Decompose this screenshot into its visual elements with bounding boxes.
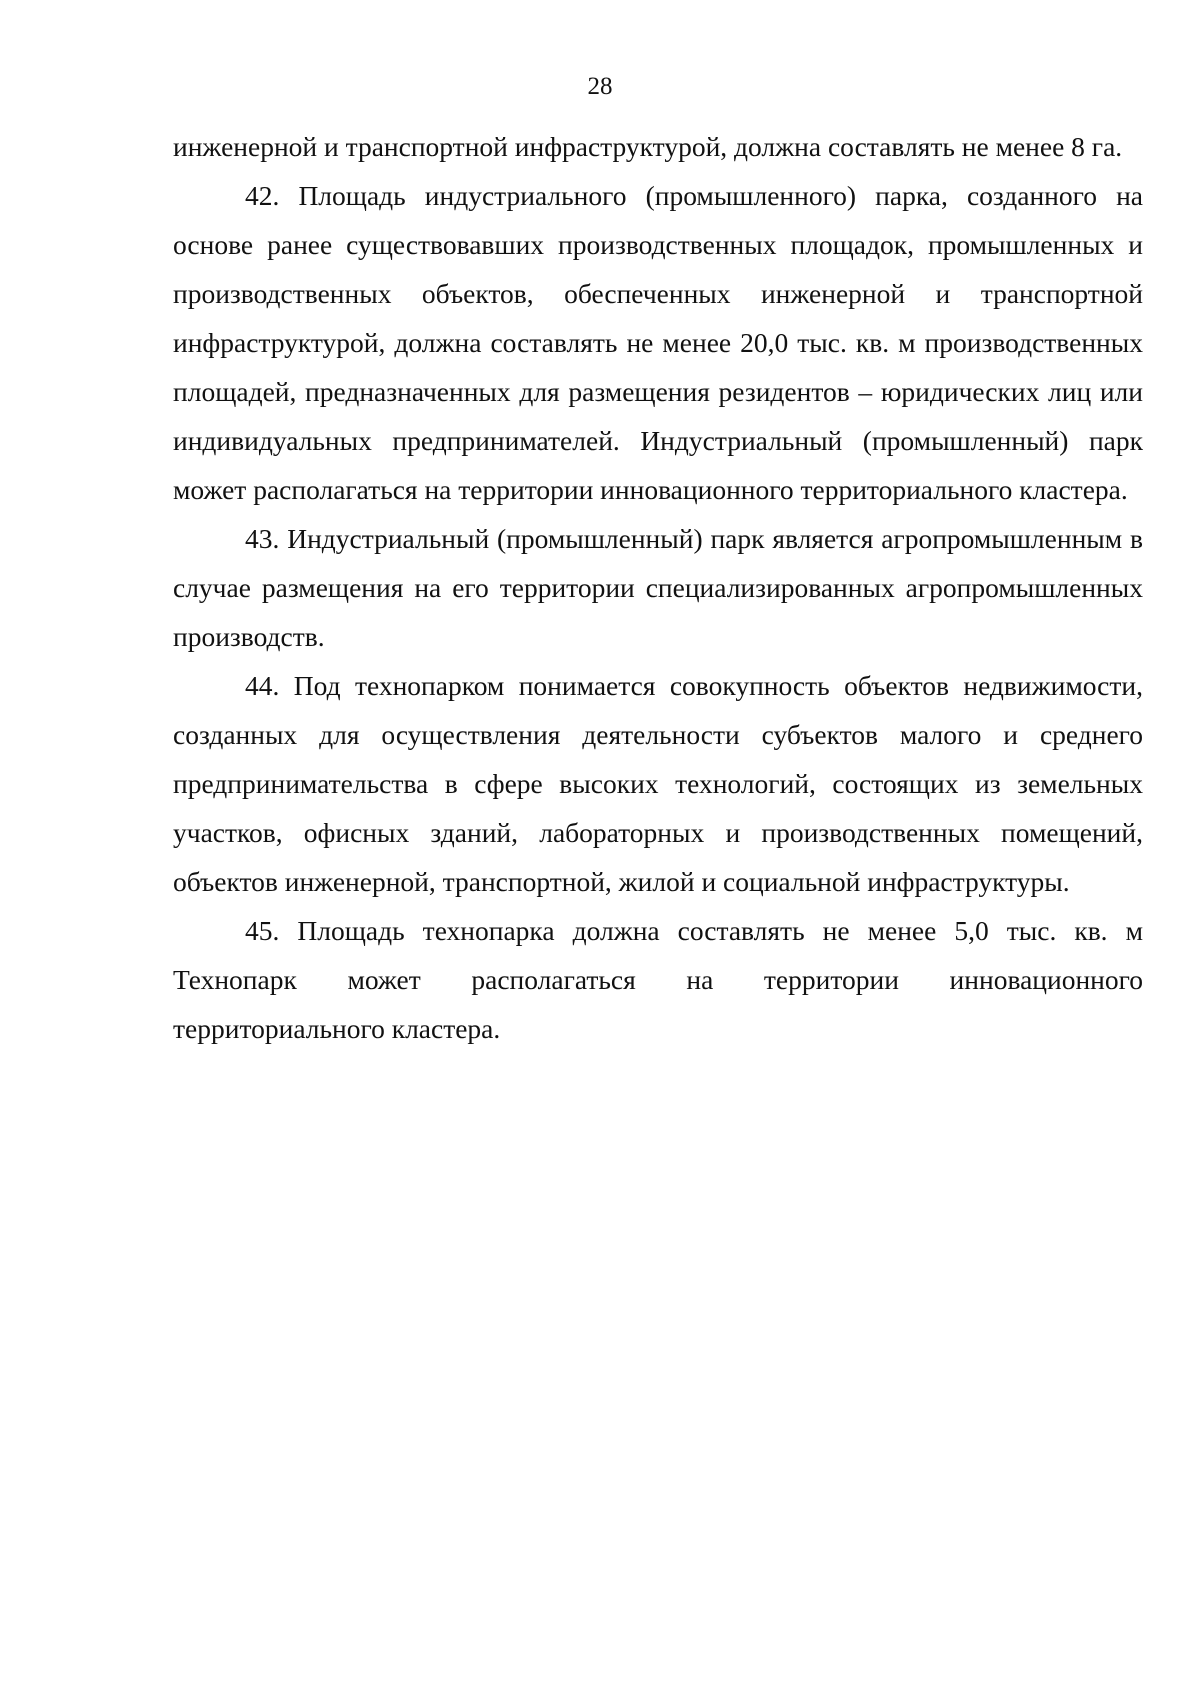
paragraph-continuation: инженерной и транспортной инфраструктурой, должна составлять не менее 8 га. [173,131,1123,162]
paragraph-item-42: 42. Площадь индустриального (промышленного) парка, созданного на основе ранее существовавших производственных площадок, промышленных и производственных объектов, обеспеченных инженерной и транспортной инфраструктурой, должна составлять не менее 20,0 тыс. кв. м производственных площадей, предназначенных для размещения резидентов – юридических лиц или индивидуальных предпринимателей. Индустриальный (промышленный) парк может располагаться на территории инновационного территориального кластера. [173,180,1143,505]
paragraph-item-45: 45. Площадь технопарка должна составлять не менее 5,0 тыс. кв. м Технопарк может располагаться на территории инновационного территориального кластера. [173,915,1143,1044]
document-body [173,122,1143,1053]
page-number: 28 [587,73,613,100]
paragraph-item-44: 44. Под технопарком понимается совокупность объектов недвижимости, созданных для осуществления деятельности субъектов малого и среднего предпринимательства в сфере высоких технологий, состоящих из земельных участков, офисных зданий, лабораторных и производственных помещений, объектов инженерной, транспортной, жилой и социальной инфраструктуры. [173,670,1143,897]
paragraph-item-43: 43. Индустриальный (промышленный) парк является агропромышленным в случае размещения на его территории специализированных агропромышленных производств. [173,523,1143,652]
